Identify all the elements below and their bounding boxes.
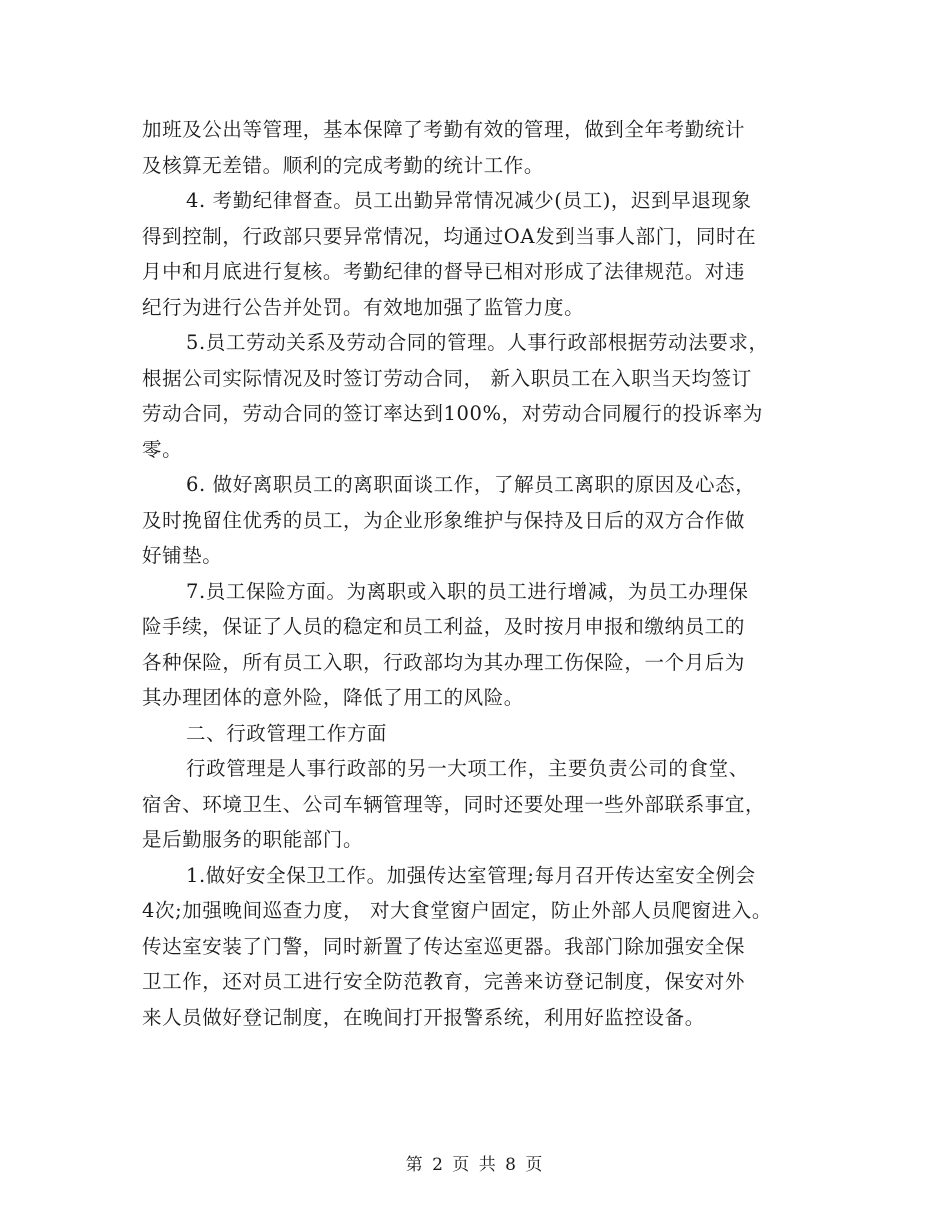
text-line: 劳动合同，劳动合同的签订率达到100%，对劳动合同履行的投诉率为 — [142, 402, 763, 425]
text-line: 得到控制，行政部只要异常情况，均通过OA发到当事人部门，同时在 — [142, 224, 757, 248]
text-line: 4次;加强晚间巡查力度， 对大食堂窗户固定，防止外部人员爬窗进入。 — [142, 899, 772, 922]
text-line: 各种保险，所有员工入职，行政部均为其办理工伤保险，一个月后为 — [142, 650, 746, 674]
text-line: 6. 做好离职员工的离职面谈工作，了解员工离职的原因及心态， — [186, 473, 756, 496]
text-line: 月中和月底进行复核。考勤纪律的督导已相对形成了法律规范。对违 — [142, 260, 746, 283]
text-line: 1.做好安全保卫工作。加强传达室管理;每月召开传达室安全例会 — [186, 863, 756, 887]
text-line: 加班及公出等管理，基本保障了考勤有效的管理，做到全年考勤统计 — [142, 118, 746, 141]
text-line: 险手续，保证了人员的稳定和员工利益，及时按月申报和缴纳员工的 — [142, 615, 746, 638]
text-line: 零。 — [142, 437, 183, 461]
text-line: 是后勤服务的职能部门。 — [142, 828, 364, 851]
text-line: 及时挽留住优秀的员工，为企业形象维护与保持及日后的双方合作做 — [142, 508, 746, 532]
text-line: 行政管理是人事行政部的另一大项工作，主要负责公司的食堂、 — [186, 757, 749, 780]
page-number-footer: 第 2 页 共 8 页 — [405, 1155, 545, 1175]
text-line: 其办理团体的意外险，降低了用工的风险。 — [142, 686, 524, 709]
text-line: 7.员工保险方面。为离职或入职的员工进行增减，为员工办理保 — [186, 579, 749, 603]
text-line: 来人员做好登记制度，在晚间打开报警系统，利用好监控设备。 — [142, 1005, 705, 1029]
text-line: 纪行为进行公告并处罚。有效地加强了监管力度。 — [142, 295, 585, 319]
text-line: 好铺垫。 — [142, 544, 223, 567]
text-line: 宿舍、环境卫生、公司车辆管理等，同时还要处理一些外部联系事宜， — [142, 792, 766, 816]
body-text — [142, 112, 822, 1035]
text-line: 卫工作，还对员工进行安全防范教育，完善来访登记制度，保安对外 — [142, 970, 746, 993]
text-line: 根据公司实际情况及时签订劳动合同， 新入职员工在入职当天均签订 — [142, 366, 752, 390]
section-heading: 二、行政管理工作方面 — [186, 721, 388, 745]
text-line: 5.员工劳动关系及劳动合同的管理。人事行政部根据劳动法要求， — [186, 331, 769, 354]
text-line: 传达室安装了门警，同时新置了传达室巡更器。我部门除加强安全保 — [142, 934, 746, 958]
text-line: 4. 考勤纪律督查。员工出勤异常情况减少(员工)，迟到早退现象 — [186, 189, 752, 212]
text-line: 及核算无差错。顺利的完成考勤的统计工作。 — [142, 153, 545, 177]
